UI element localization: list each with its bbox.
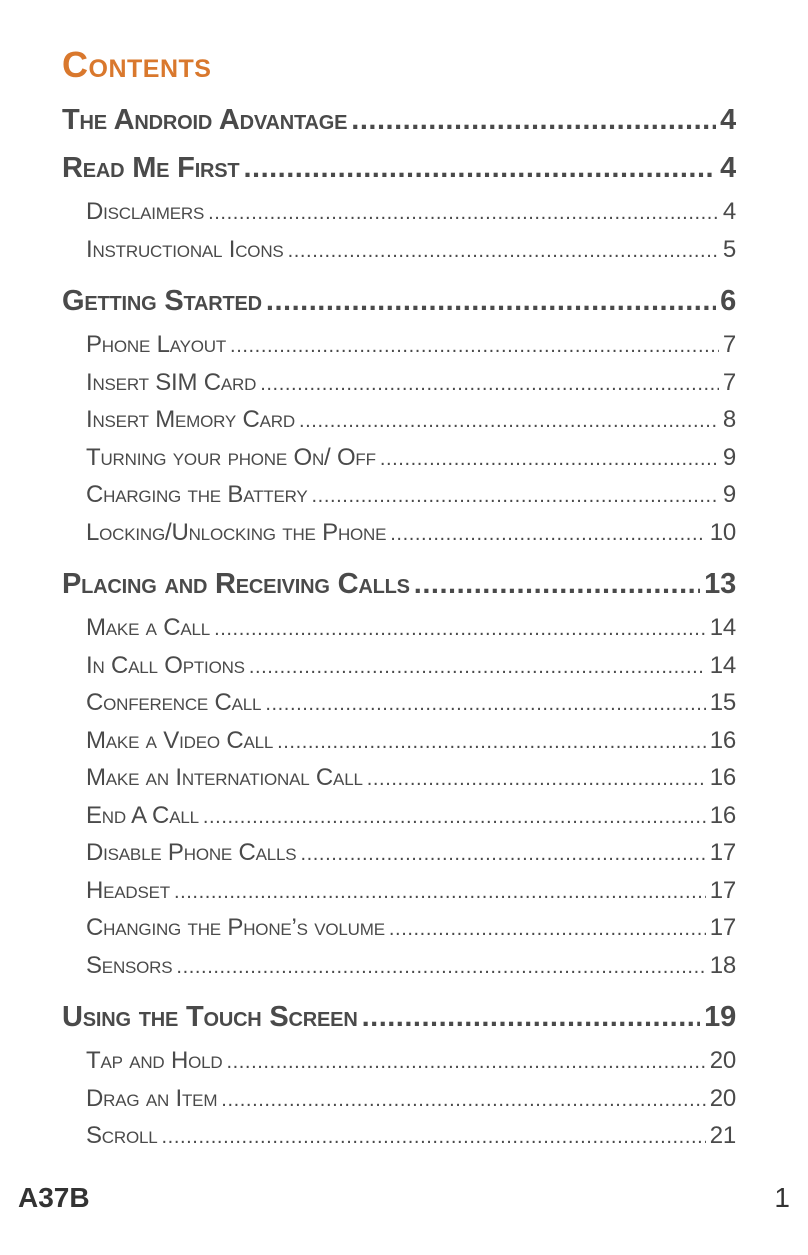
toc-entry-title: Instructional Icons	[86, 235, 284, 263]
toc-entry-page-number: 4	[720, 104, 736, 136]
toc-entry-page-number: 4	[720, 152, 736, 184]
toc-entry-title: Conference Call	[86, 689, 262, 716]
toc-entry-page-number: 14	[709, 614, 736, 641]
toc-entry-page-number: 19	[704, 1001, 736, 1033]
toc-dot-leader	[288, 236, 719, 264]
toc-dot-leader	[389, 914, 706, 942]
toc-dot-leader	[174, 877, 706, 905]
toc-dot-leader	[230, 331, 719, 359]
toc-dot-leader	[162, 1122, 706, 1150]
toc-dot-leader	[312, 481, 719, 509]
toc-section-entry[interactable]	[62, 877, 736, 915]
toc-entry-title: Disclaimers	[86, 198, 205, 225]
toc-section-entry[interactable]	[62, 1085, 736, 1123]
toc-section-entry[interactable]	[62, 652, 736, 690]
toc-entry-page-number: 21	[709, 1122, 736, 1149]
toc-section-entry[interactable]	[62, 952, 736, 990]
toc-entry-title: Using the Touch Screen	[62, 1001, 358, 1033]
toc-entry-title: Getting Started	[62, 285, 262, 317]
toc-entry-title: Turning your phone On/ Off	[86, 443, 376, 471]
toc-dot-leader	[300, 839, 705, 867]
toc-entry-title: Make an International Call	[86, 764, 363, 791]
toc-section-entry[interactable]	[62, 689, 736, 727]
toc-entry-page-number: 5	[722, 235, 736, 263]
toc-section-entry[interactable]	[62, 1047, 736, 1085]
toc-dot-leader	[277, 727, 706, 755]
toc-entry-page-number: 17	[709, 876, 736, 904]
toc-entry-page-number: 16	[709, 801, 736, 829]
toc-section-entry[interactable]	[62, 727, 736, 765]
toc-entry-page-number: 10	[709, 518, 736, 546]
toc-dot-leader	[265, 689, 705, 717]
toc-title: Contents	[62, 44, 212, 85]
toc-entry-page-number: 9	[722, 443, 736, 471]
toc-entry-title: End A Call	[86, 801, 199, 829]
toc-section-entry[interactable]	[62, 764, 736, 802]
toc-entry-title: Read Me First	[62, 152, 240, 184]
toc-entry-title: In Call Options	[86, 651, 245, 679]
toc-dot-leader	[299, 406, 719, 434]
toc-entry-title: Phone Layout	[86, 331, 227, 358]
toc-dot-leader	[208, 198, 719, 226]
toc-entry-page-number: 7	[722, 331, 736, 358]
toc-entry-page-number: 17	[709, 839, 736, 866]
toc-entry-page-number: 15	[709, 689, 736, 716]
toc-entry-title: Charging the Battery	[86, 481, 308, 508]
toc-section-entry[interactable]	[62, 839, 736, 877]
toc-entry-page-number: 13	[704, 568, 736, 600]
toc-dot-leader	[221, 1085, 705, 1113]
toc-dot-leader	[362, 1001, 701, 1034]
toc-entry-page-number: 16	[709, 726, 736, 754]
toc-section-entry[interactable]	[62, 236, 736, 274]
toc-entry-page-number: 16	[709, 764, 736, 791]
footer-page-number: 1	[774, 1182, 790, 1213]
toc-entry-title: Drag an Item	[86, 1084, 218, 1112]
toc-entry-page-number: 7	[722, 368, 736, 396]
toc-section-entry[interactable]	[62, 198, 736, 236]
toc-section-entry[interactable]	[62, 444, 736, 482]
toc-dot-leader	[380, 444, 719, 472]
toc-entry-page-number: 17	[709, 914, 736, 941]
toc-entry-title: Sensors	[86, 951, 173, 979]
toc-entry-page-number: 8	[722, 406, 736, 433]
toc-entry-page-number: 4	[722, 198, 736, 225]
toc-section-entry[interactable]	[62, 614, 736, 652]
toc-section-entry[interactable]	[62, 802, 736, 840]
toc-dot-leader	[243, 152, 716, 185]
toc-chapter-entry[interactable]	[62, 152, 736, 188]
toc-chapter-entry[interactable]	[62, 568, 736, 604]
toc-entry-title: Make a Call	[86, 614, 211, 641]
toc-entry-title: Locking/Unlocking the Phone	[86, 518, 387, 546]
toc-entry-page-number: 14	[709, 651, 736, 679]
toc-entry-title: Changing the Phone’s volume	[86, 914, 385, 941]
toc-dot-leader	[390, 519, 705, 547]
toc-dot-leader	[249, 652, 706, 680]
toc-entry-title: Tap and Hold	[86, 1047, 223, 1074]
toc-dot-leader	[203, 802, 706, 830]
toc-section-entry[interactable]	[62, 406, 736, 444]
toc-dot-leader	[260, 369, 719, 397]
toc-entry-page-number: 18	[709, 951, 736, 979]
toc-entry-title: Scroll	[86, 1122, 158, 1149]
toc-section-entry[interactable]	[62, 481, 736, 519]
toc-chapter-entry[interactable]	[62, 104, 736, 140]
toc-section-entry[interactable]	[62, 369, 736, 407]
footer-model-name: A37B	[18, 1182, 90, 1213]
toc-section-entry[interactable]	[62, 1122, 736, 1160]
toc-section-entry[interactable]	[62, 331, 736, 369]
toc-entry-title: Headset	[86, 876, 170, 904]
toc-entry-page-number: 9	[722, 481, 736, 508]
toc-dot-leader	[266, 285, 716, 318]
toc-dot-leader	[367, 764, 706, 792]
toc-section-entry[interactable]	[62, 914, 736, 952]
toc-chapter-entry[interactable]	[62, 1001, 736, 1037]
toc-list	[62, 104, 736, 1160]
toc-entry-page-number: 6	[720, 285, 736, 317]
toc-entry-title: Insert Memory Card	[86, 406, 295, 433]
toc-chapter-entry[interactable]	[62, 285, 736, 321]
toc-entry-title: Placing and Receiving Calls	[62, 568, 410, 600]
toc-entry-title: Make a Video Call	[86, 726, 274, 754]
toc-dot-leader	[414, 568, 700, 601]
toc-entry-page-number: 20	[709, 1084, 736, 1112]
toc-entry-title: Insert SIM Card	[86, 368, 257, 396]
toc-entry-title: Disable Phone Calls	[86, 839, 297, 866]
toc-dot-leader	[351, 104, 716, 137]
toc-dot-leader	[226, 1047, 705, 1075]
toc-dot-leader	[214, 614, 706, 642]
toc-section-entry[interactable]	[62, 519, 736, 557]
toc-dot-leader	[176, 952, 705, 980]
toc-entry-page-number: 20	[709, 1047, 736, 1074]
toc-entry-title: The Android Advantage	[62, 104, 348, 136]
